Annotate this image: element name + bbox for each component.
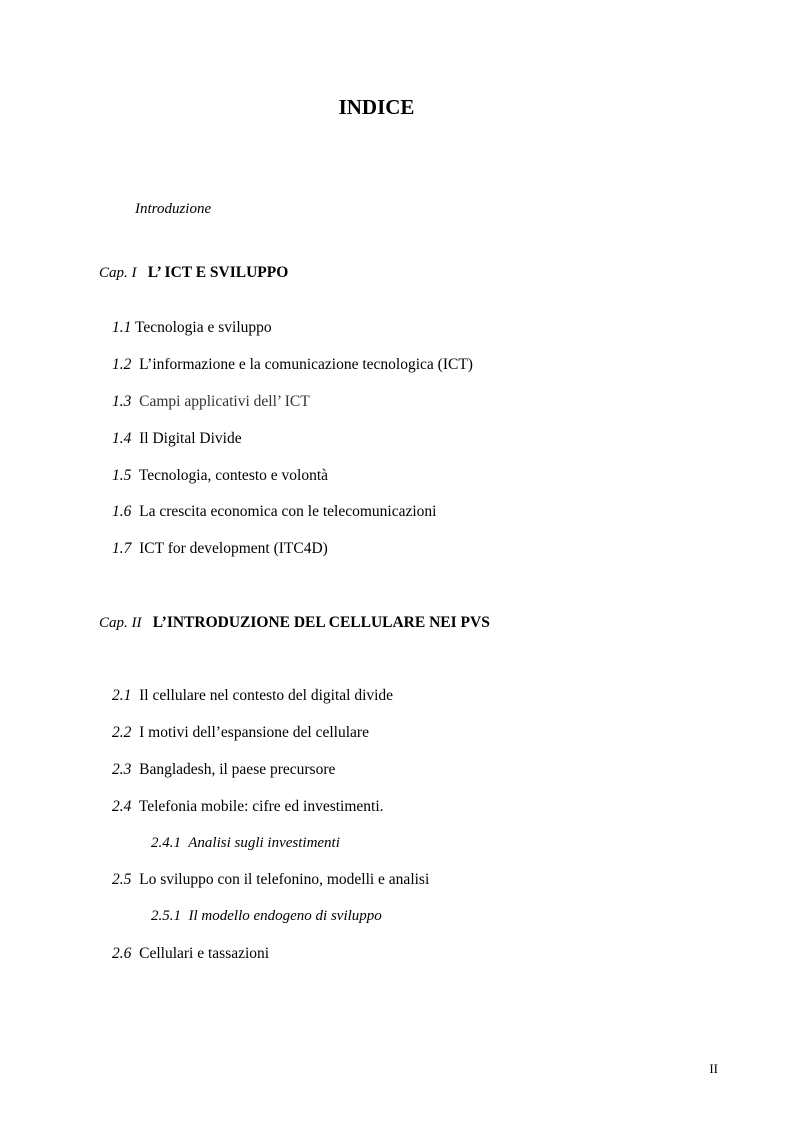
toc-entry-title: La crescita economica con le telecomunicazioni — [139, 503, 437, 520]
toc-entry-title: Il Digital Divide — [139, 430, 242, 447]
toc-entry-2-6 — [112, 946, 269, 962]
chapter-2-heading — [99, 615, 490, 631]
toc-entry-title: Lo sviluppo con il telefonino, modelli e analisi — [139, 871, 430, 888]
toc-entry-1-3 — [112, 394, 310, 410]
chapter-1-title: L’ ICT E SVILUPPO — [147, 264, 289, 281]
toc-entry-title: Il cellulare nel contesto del digital divide — [139, 687, 394, 704]
toc-entry-1-1 — [112, 320, 272, 336]
page-number: II — [709, 1061, 718, 1076]
toc-entry-title: Il modello endogeno di sviluppo — [188, 908, 382, 924]
toc-entry-title: Cellulari e tassazioni — [139, 945, 270, 962]
chapter-2-title: L’INTRODUZIONE DEL CELLULARE NEI PVS — [152, 614, 490, 631]
toc-entry-number: 2.4.1 — [151, 835, 181, 851]
toc-entry-number: 1.7 — [112, 540, 132, 557]
toc-entry-1-6 — [112, 504, 437, 520]
toc-introduction: Introduzione — [135, 201, 212, 217]
toc-entry-1-7 — [112, 541, 328, 557]
toc-entry-2-5-1 — [151, 909, 382, 924]
chapter-1-heading — [99, 265, 288, 281]
toc-entry-number: 2.6 — [112, 945, 132, 962]
toc-entry-2-1 — [112, 688, 393, 704]
toc-entry-number: 1.3 — [112, 393, 132, 410]
toc-entry-number: 1.4 — [112, 430, 132, 447]
toc-entry-number: 2.5.1 — [151, 908, 181, 924]
toc-entry-number: 2.1 — [112, 687, 132, 704]
toc-entry-title: Tecnologia e sviluppo — [134, 319, 272, 336]
chapter-1-number: Cap. I — [99, 265, 137, 281]
toc-entry-number: 1.1 — [112, 319, 132, 336]
toc-entry-title: L’informazione e la comunicazione tecnologica (ICT) — [139, 356, 473, 373]
toc-entry-title: Analisi sugli investimenti — [188, 835, 340, 851]
toc-entry-1-2 — [112, 357, 473, 373]
toc-entry-number: 1.6 — [112, 503, 132, 520]
toc-entry-number: 1.2 — [112, 356, 132, 373]
toc-entry-number: 2.3 — [112, 761, 132, 778]
toc-entry-1-4 — [112, 431, 242, 447]
toc-entry-number: 2.4 — [112, 798, 132, 815]
toc-entry-number: 2.5 — [112, 871, 132, 888]
toc-entry-1-5 — [112, 468, 328, 484]
toc-entry-number: 2.2 — [112, 724, 132, 741]
toc-entry-title: I motivi dell’espansione del cellulare — [139, 724, 369, 741]
chapter-2-number: Cap. II — [99, 615, 142, 631]
toc-entry-2-5 — [112, 872, 429, 888]
toc-entry-2-4 — [112, 799, 384, 815]
toc-entry-2-2 — [112, 725, 369, 741]
toc-entry-title: Telefonia mobile: cifre ed investimenti. — [138, 798, 384, 815]
toc-entry-number: 1.5 — [112, 467, 132, 484]
toc-entry-2-4-1 — [151, 836, 340, 851]
toc-entry-2-3 — [112, 762, 335, 778]
toc-entry-title: Tecnologia, contesto e volontà — [138, 467, 329, 484]
toc-entry-title: Bangladesh, il paese precursore — [139, 761, 336, 778]
toc-entry-title: Campi applicativi dell’ ICT — [139, 393, 310, 410]
toc-entry-title: ICT for development (ITC4D) — [139, 540, 328, 557]
page-title: INDICE — [338, 95, 415, 119]
